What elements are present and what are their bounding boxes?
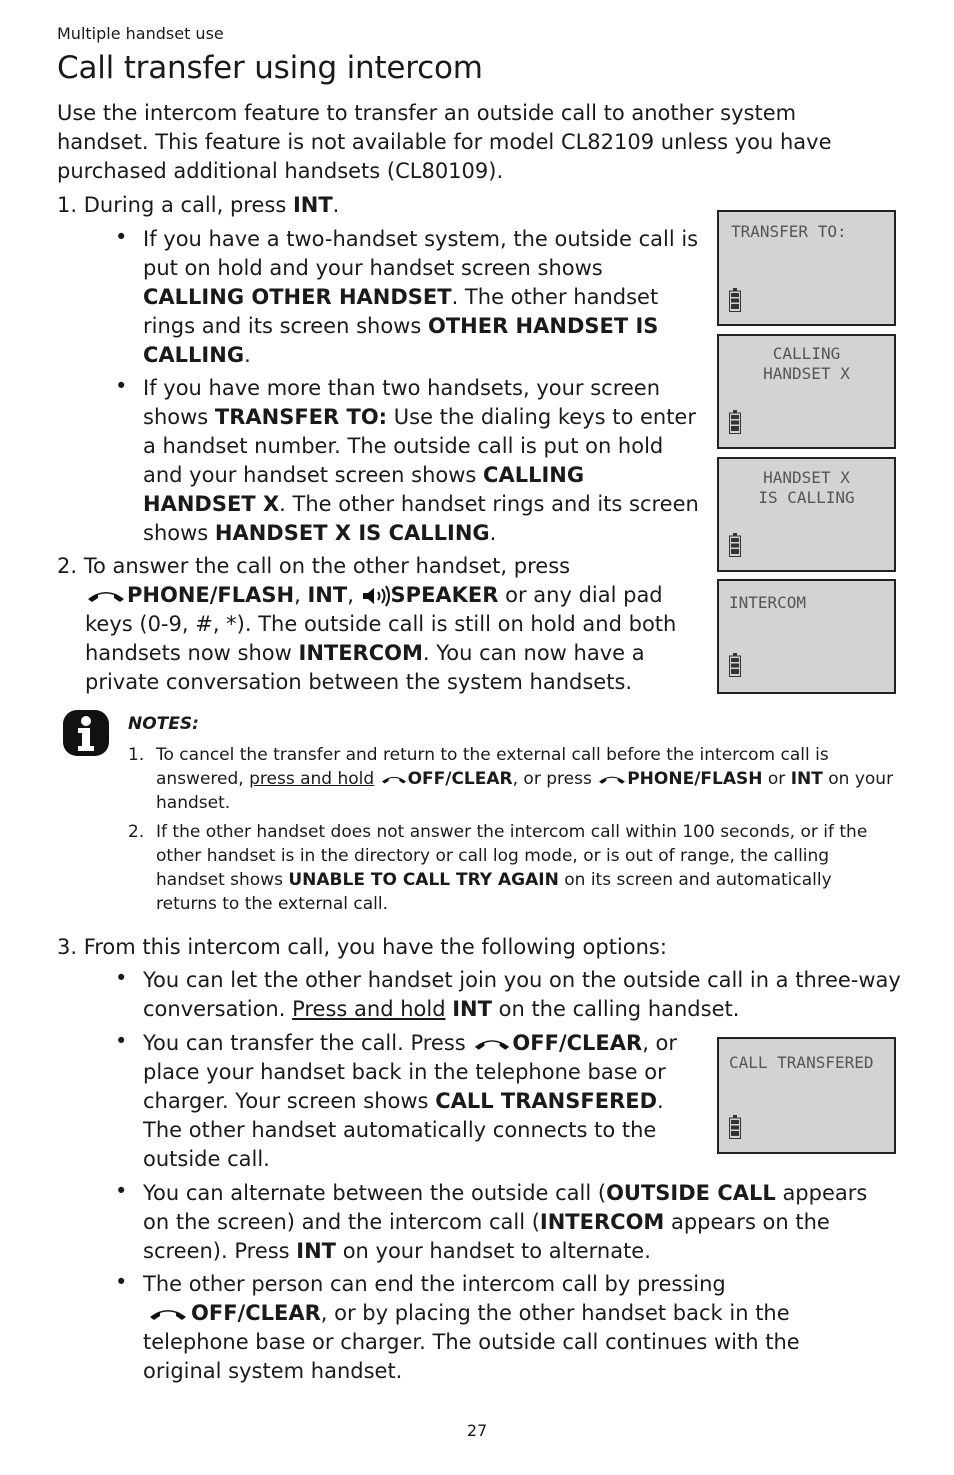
bullet-marker: • — [115, 1270, 128, 1294]
step3-bullet3: You can alternate between the outside call (OUTSIDE CALL appears on the screen) and the intercom call (INTERCOM appears on the screen). Press INT on your handset to alternate. — [143, 1181, 868, 1263]
step-2-line1: 2. To answer the call on the other handset, press — [57, 554, 571, 578]
step1-bullet1: If you have a two-handset system, the outside call is put on hold and your handset screen shows CALLING OTHER HANDSET. The other handset rings and its screen shows OTHER HANDSET IS CALLING. — [143, 227, 699, 367]
step1-bullet2: If you have more than two handsets, your screen shows TRANSFER TO: Use the dialing keys to enter a handset number. The outside call is put on hold and your handset screen shows CALLING HANDSET X. The other handset rings and its screen shows HANDSET X IS CALLING. — [143, 376, 699, 545]
note-2-number: 2. — [128, 822, 145, 842]
section-header: Multiple handset use — [57, 24, 224, 43]
battery-icon — [729, 1115, 741, 1139]
note-1: To cancel the transfer and return to the external call before the intercom call is answered, press and hold OFF/CLEAR, or press PHONE/FLASH or INT on your handset. — [156, 745, 894, 813]
lcd-screen-intercom: INTERCOM — [717, 579, 896, 694]
battery-icon — [729, 653, 741, 677]
bullet-marker: • — [115, 374, 128, 398]
battery-icon — [729, 533, 741, 557]
info-icon — [62, 709, 110, 757]
battery-icon — [729, 288, 741, 312]
page-number: 27 — [466, 1421, 488, 1440]
handset-icon — [85, 587, 127, 605]
lcd-screen-call-transfered: CALL TRANSFERED — [717, 1037, 896, 1154]
notes-heading: NOTES: — [128, 714, 199, 734]
bullet-marker: • — [115, 1029, 128, 1053]
handset-icon — [380, 773, 408, 786]
step3-bullet2: You can transfer the call. Press OFF/CLEAR, or place your handset back in the telephone base or charger. Your screen shows CALL TRANSFERED. The other handset automatically connects to the outside call. — [143, 1031, 678, 1171]
step3-bullet1: You can let the other handset join you on the outside call in a three-way conversation. Press and hold INT on the calling handset. — [143, 968, 901, 1021]
handset-icon — [145, 1305, 191, 1323]
step-3: 3. From this intercom call, you have the following options: — [57, 935, 667, 959]
bullet-marker: • — [115, 1179, 128, 1203]
step3-bullet4: The other person can end the intercom call by pressing OFF/CLEAR, or by placing the other handset back in the telephone base or charger. The outside call continues with the original system handset. — [143, 1272, 800, 1383]
bullet-marker: • — [115, 225, 128, 249]
lcd-screen-transfer-to: TRANSFER TO: — [717, 210, 896, 326]
intro-paragraph: Use the intercom feature to transfer an outside call to another system handset. This feature is not available for model CL82109 unless you have purchased additional handsets (CL80109). — [57, 101, 832, 183]
handset-icon — [597, 773, 627, 786]
note-1-number: 1. — [128, 745, 145, 765]
bullet-marker: • — [115, 966, 128, 990]
speaker-icon — [361, 585, 391, 607]
handset-icon — [472, 1035, 512, 1053]
step-2-body: PHONE/FLASH, INT, SPEAKER or any dial pad keys (0-9, #, *). The outside call is still on hold and both handsets now show INTERCOM. You can now have a private conversation between the system handsets. — [85, 583, 677, 694]
battery-icon — [729, 410, 741, 434]
lcd-screen-calling-handset: CALLING HANDSET X — [717, 334, 896, 449]
step-1: 1. During a call, press INT. — [57, 193, 340, 217]
page-title: Call transfer using intercom — [57, 50, 483, 86]
note-2: If the other handset does not answer the intercom call within 100 seconds, or if the other handset is in the directory or call log mode, or is out of range, the calling handset shows UNABLE TO CALL TRY AGAIN on its screen and automatically returns to the external call. — [156, 822, 868, 914]
lcd-screen-handset-calling: HANDSET X IS CALLING — [717, 457, 896, 572]
